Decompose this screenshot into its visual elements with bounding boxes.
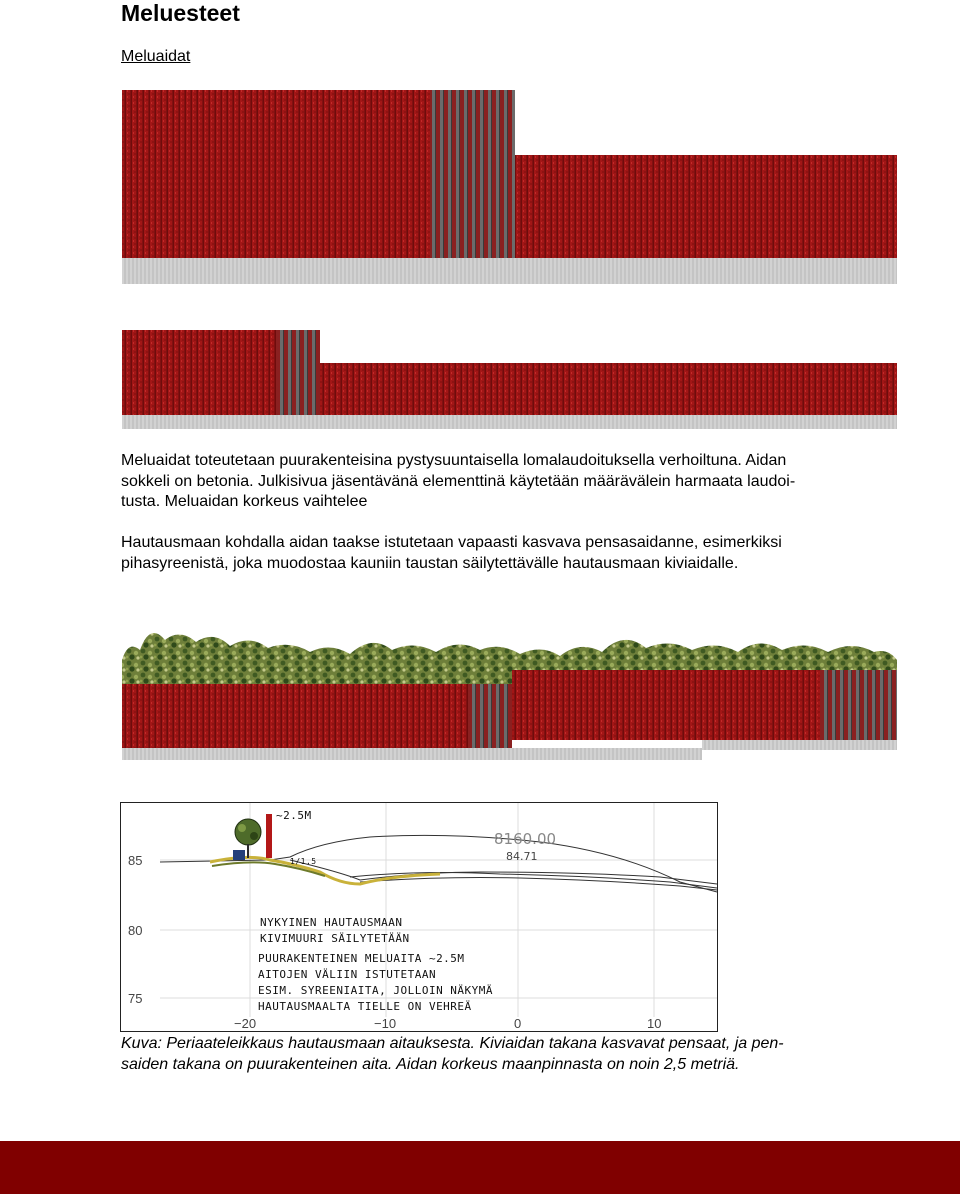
caption-line-1: Kuva: Periaateleikkaus hautausmaan aitauksesta. Kiviaidan takana kasvavat pensaat, ja pen-: [121, 1035, 784, 1052]
hedge-line-2: pihasyreenistä, joka muodostaa kauniin taustan säilytettävälle hautausmaan kiviaidalle.: [121, 554, 739, 572]
y-tick-85: 85: [128, 853, 143, 868]
x-tick-10: 10: [647, 1016, 662, 1031]
y-tick-75: 75: [128, 991, 143, 1006]
note-line-4: AITOJEN VÄLIIN ISTUTETAAN: [258, 968, 437, 981]
figure-caption: [121, 1033, 881, 1075]
note-line-5: ESIM. SYREENIAITA, JOLLOIN NÄKYMÄ: [258, 984, 494, 997]
page-title: Meluesteet: [121, 0, 240, 26]
intro-line-3: tusta. Meluaidan korkeus vaihtelee: [121, 493, 368, 510]
note-line-2: KIVIMUURI SÄILYTETÄÄN: [260, 932, 410, 945]
intro-line-1: Meluaidat toteutetaan puurakenteisina pystysuuntaisella lomalaudoituksella verhoiltuna. Aidan: [121, 452, 787, 469]
fence-elevation-1: [122, 90, 897, 284]
footer-band: [0, 1141, 960, 1194]
x-tick-minus20: −20: [234, 1016, 257, 1031]
section-subtitle: Meluaidat: [121, 48, 191, 65]
hedge-line-1: Hautausmaan kohdalla aidan taakse istutetaan vapaasti kasvava pensasaidanne, esimerkiksi: [121, 534, 782, 551]
y-tick-80: 80: [128, 923, 143, 938]
fence-post: [266, 814, 272, 858]
intro-paragraph: [121, 451, 881, 513]
caption-line-2: saiden takana on puurakenteinen aita. Aidan korkeus maanpinnasta on noin 2,5 metriä.: [121, 1056, 740, 1073]
fence-with-hedge: [122, 633, 897, 760]
elevation-label: 84.71: [506, 850, 538, 863]
stone-wall: [233, 850, 245, 860]
note-line-3: PUURAKENTEINEN MELUAITA ~2.5M: [258, 952, 465, 965]
slope-label: 1/1.5: [290, 857, 317, 866]
note-line-6: HAUTAUSMAALTA TIELLE ON VEHREÄ: [258, 1000, 472, 1013]
fence-elevation-2: [122, 330, 897, 429]
height-label: ~2.5M: [276, 809, 312, 822]
note-line-1: NYKYINEN HAUTAUSMAAN: [260, 916, 403, 929]
cross-section-drawing: [120, 802, 718, 1032]
station-label: 8160.00: [494, 830, 557, 848]
hedge-paragraph: [121, 533, 881, 574]
x-tick-minus10: −10: [374, 1016, 397, 1031]
x-tick-0: 0: [514, 1016, 522, 1031]
intro-line-2: sokkeli on betonia. Julkisivua jäsentävänä elementtinä käytetään määrävälein harmaata laudoi-: [121, 472, 796, 490]
